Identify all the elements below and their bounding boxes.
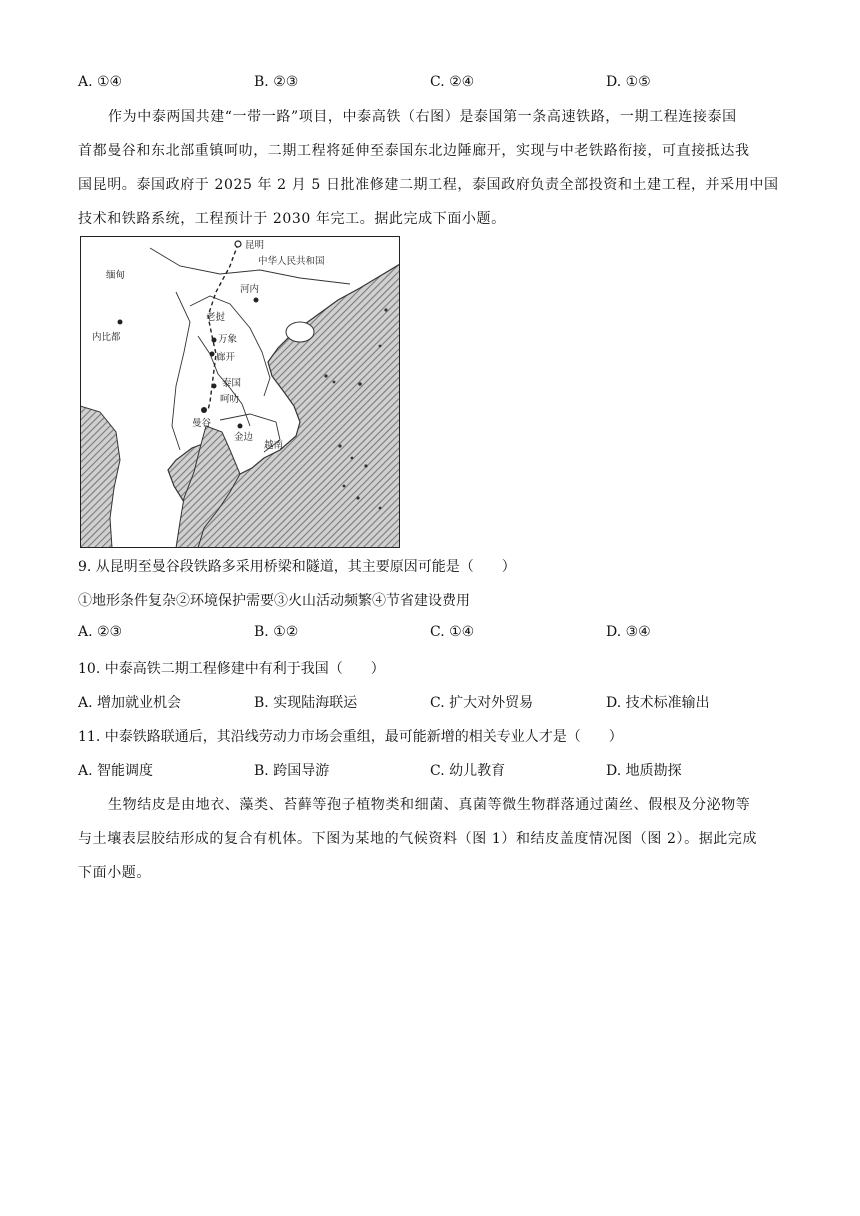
label-china: 中华人民共和国 bbox=[258, 256, 325, 267]
label-hanoi: 河内 bbox=[240, 284, 260, 295]
q9-options bbox=[78, 624, 798, 646]
label-bangkok: 曼谷 bbox=[192, 418, 212, 429]
vientiane-dot bbox=[212, 338, 217, 343]
q8-option-b: B. ②③ bbox=[254, 74, 299, 90]
q9-option-c: C. ①④ bbox=[430, 624, 475, 640]
passage1-line-3: 国昆明。泰国政府于 2025 年 2 月 5 日批准修建二期工程，泰国政府负责全部投资和土建工程，并采用中国 bbox=[78, 177, 779, 193]
label-laos: 老挝 bbox=[206, 312, 226, 323]
q8-options bbox=[78, 74, 798, 96]
nongkhai-dot bbox=[210, 352, 215, 357]
q10-option-a: A. 增加就业机会 bbox=[78, 695, 182, 711]
hanoi-dot bbox=[254, 298, 259, 303]
q11-option-c: C. 幼儿教育 bbox=[430, 763, 506, 779]
q8-option-a: A. ①④ bbox=[78, 74, 123, 90]
korat-dot bbox=[212, 384, 217, 389]
bangkok-dot bbox=[201, 407, 207, 413]
label-nongkhai: 廊开 bbox=[216, 352, 236, 363]
phnompenh-dot bbox=[238, 424, 243, 429]
label-naypyidaw: 内比都 bbox=[92, 332, 121, 343]
hainan-island bbox=[286, 322, 314, 342]
railway-map bbox=[80, 236, 400, 548]
q9-option-a: A. ②③ bbox=[78, 624, 123, 640]
q9-option-d: D. ③④ bbox=[606, 624, 651, 640]
passage1-line-2: 首都曼谷和东北部重镇呵叻，二期工程将延伸至泰国东北边陲廊开，实现与中老铁路衔接，可直接抵达我 bbox=[78, 143, 750, 159]
passage1-line-4: 技术和铁路系统，工程预计于 2030 年完工。据此完成下面小题。 bbox=[78, 211, 506, 227]
q9-stem: 9. 从昆明至曼谷段铁路多采用桥梁和隧道，其主要原因可能是（ ） bbox=[78, 559, 516, 575]
passage2-line-3: 下面小题。 bbox=[78, 865, 151, 881]
q9-option-b: B. ①② bbox=[254, 624, 299, 640]
label-vietnam: 越南 bbox=[264, 440, 284, 451]
q10-option-c: C. 扩大对外贸易 bbox=[430, 695, 534, 711]
passage2-line-1: 生物结皮是由地衣、藻类、苔藓等孢子植物类和细菌、真菌等微生物群落通过菌丝、假根及分泌物等 bbox=[108, 797, 751, 813]
q11-option-d: D. 地质勘探 bbox=[606, 763, 682, 779]
q11-stem: 11. 中泰铁路联通后，其沿线劳动力市场会重组，最可能新增的相关专业人才是（ ） bbox=[78, 729, 623, 745]
label-kunming: 昆明 bbox=[245, 240, 265, 251]
q9-items: ①地形条件复杂②环境保护需要③火山活动频繁④节省建设费用 bbox=[78, 593, 470, 609]
label-phnompenh: 金边 bbox=[234, 432, 254, 443]
label-thailand: 泰国 bbox=[222, 378, 242, 389]
label-korat: 呵叻 bbox=[220, 394, 240, 405]
q11-option-b: B. 跨国导游 bbox=[254, 763, 330, 779]
passage1-line-1: 作为中泰两国共建“一带一路”项目，中泰高铁（右图）是泰国第一条高速铁路，一期工程连接泰国 bbox=[108, 109, 737, 125]
q8-option-d: D. ①⑤ bbox=[606, 74, 651, 90]
q10-option-d: D. 技术标准输出 bbox=[606, 695, 710, 711]
kunming-dot bbox=[235, 241, 241, 247]
passage2-line-2: 与土壤表层胶结形成的复合有机体。下图为某地的气候资料（图 1）和结皮盖度情况图（图 2）。据此完成 bbox=[78, 831, 758, 847]
label-vientiane: 万象 bbox=[218, 334, 238, 345]
naypyidaw-dot bbox=[118, 320, 123, 325]
q10-option-b: B. 实现陆海联运 bbox=[254, 695, 358, 711]
q8-option-c: C. ②④ bbox=[430, 74, 475, 90]
q10-options bbox=[78, 692, 798, 714]
q10-stem: 10. 中泰高铁二期工程修建中有利于我国（ ） bbox=[78, 661, 385, 677]
label-myanmar: 缅甸 bbox=[106, 270, 126, 281]
q11-options bbox=[78, 760, 798, 782]
q11-option-a: A. 智能调度 bbox=[78, 763, 154, 779]
